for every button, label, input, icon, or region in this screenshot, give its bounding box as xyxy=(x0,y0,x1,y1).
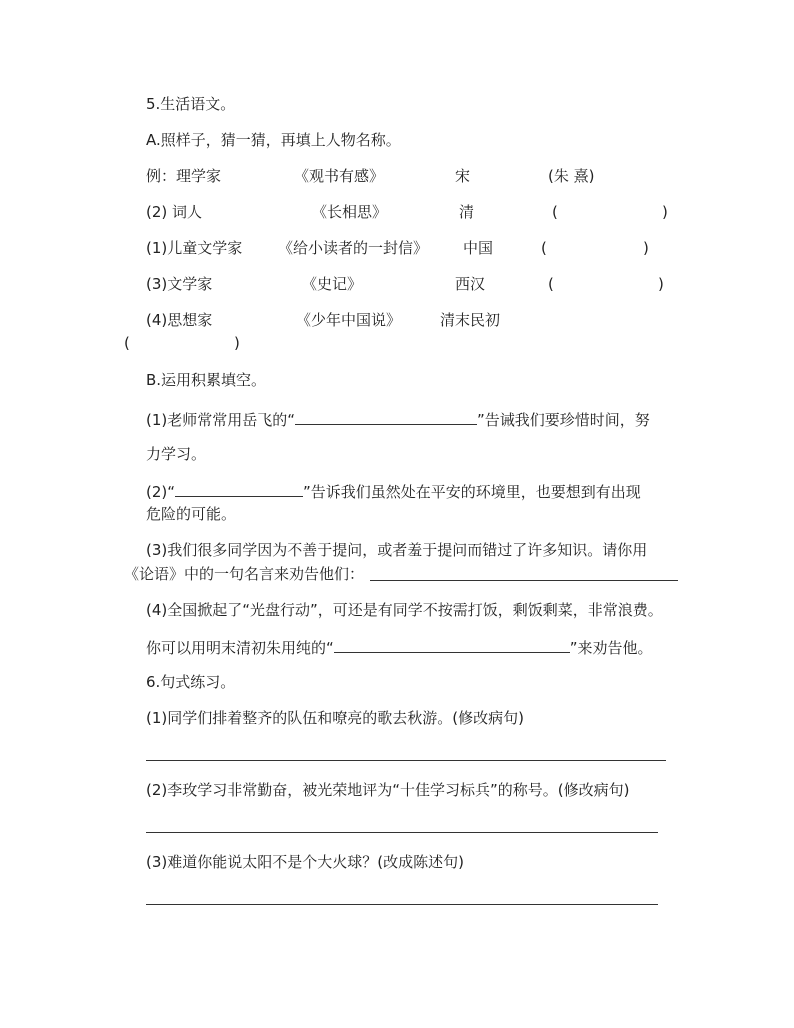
row-work: 《给小读者的一封信》 xyxy=(278,239,429,257)
row-close-paren: ) xyxy=(234,334,240,352)
item4-line1: (4)全国掀起了“光盘行动”，可还是有同学不按需打饭，剩饭剩菜，非常浪费。 xyxy=(146,601,663,619)
row-era: 西汉 xyxy=(455,275,486,293)
row-open-paren: ( xyxy=(552,203,558,221)
row-label: (3)文学家 xyxy=(146,275,213,293)
row-close-paren: ) xyxy=(643,239,649,257)
row-era: 中国 xyxy=(463,239,494,257)
item1-pre: (1)老师常常用岳飞的“ xyxy=(146,411,296,429)
example-label: 例：理学家 xyxy=(146,167,222,185)
item2-answer-blank[interactable] xyxy=(175,480,303,497)
row-open-paren: ( xyxy=(124,334,130,352)
row-era: 清末民初 xyxy=(440,311,501,329)
item3-line2: 《论语》中的一句名言来劝告他们： xyxy=(124,565,365,583)
q6-item-3: (3)难道你能说太阳不是个大火球？(改成陈述句) xyxy=(146,853,464,871)
item2-pre: (2)“ xyxy=(146,483,176,501)
item2-post: ”告诉我们虽然处在平安的环境里，也要想到有出现 xyxy=(303,483,641,501)
item1-cont: 力学习。 xyxy=(146,445,207,463)
row-open-paren: ( xyxy=(541,239,547,257)
q5-partB-instruction: B.运用积累填空。 xyxy=(146,371,267,389)
q5-title: 5.生活语文。 xyxy=(146,95,236,113)
q6-item-2-answer-line[interactable] xyxy=(146,832,658,833)
q6-item-1: (1)同学们排着整齐的队伍和嘹亮的歌去秋游。(修改病句) xyxy=(146,709,524,727)
row-close-paren: ) xyxy=(662,203,668,221)
item3-answer-blank[interactable] xyxy=(370,580,678,581)
item4-answer-blank[interactable] xyxy=(334,636,570,653)
q6-item-2: (2)李玫学习非常勤奋，被光荣地评为“十佳学习标兵”的称号。(修改病句) xyxy=(146,781,630,799)
row-label: (2) 词人 xyxy=(146,203,203,221)
item1-answer-blank[interactable] xyxy=(295,408,477,425)
row-work: 《少年中国说》 xyxy=(296,311,402,329)
example-answer: (朱 熹) xyxy=(548,167,595,185)
item3-line1: (3)我们很多同学因为不善于提问，或者羞于提问而错过了许多知识。请你用 xyxy=(146,541,648,559)
item1-post: ”告诫我们要珍惜时间，努 xyxy=(477,411,650,429)
q6-item-1-answer-line[interactable] xyxy=(146,760,666,761)
partB-item1 xyxy=(146,408,650,430)
q6-item-3-answer-line[interactable] xyxy=(146,904,658,905)
q5-partA-instruction: A.照样子，猜一猜，再填上人物名称。 xyxy=(146,131,401,149)
row-era: 清 xyxy=(459,203,475,221)
q6-title: 6.句式练习。 xyxy=(146,673,236,691)
item4-post: ”来劝告他。 xyxy=(569,639,653,657)
row-open-paren: ( xyxy=(548,275,554,293)
row-work: 《长相思》 xyxy=(312,203,388,221)
partB-item4 xyxy=(146,636,653,658)
example-era: 宋 xyxy=(455,167,471,185)
row-label: (1)儿童文学家 xyxy=(146,239,243,257)
item4-pre: 你可以用明末清初朱用纯的“ xyxy=(146,639,334,657)
row-label: (4)思想家 xyxy=(146,311,213,329)
partB-item2 xyxy=(146,480,641,502)
row-close-paren: ) xyxy=(658,275,664,293)
example-work: 《观书有感》 xyxy=(294,167,385,185)
row-work: 《史记》 xyxy=(302,275,363,293)
item2-cont: 危险的可能。 xyxy=(146,505,237,523)
